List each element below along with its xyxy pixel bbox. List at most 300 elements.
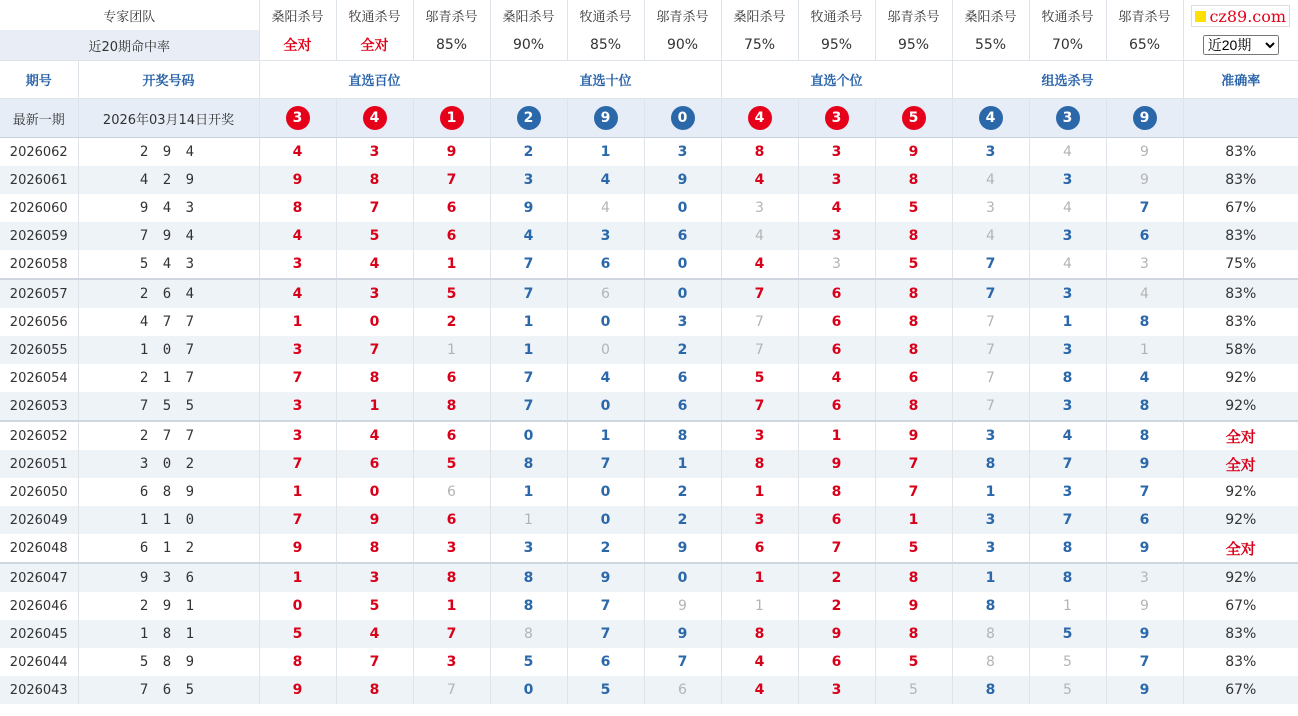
kill-cell: 9 <box>644 592 721 620</box>
site-logo[interactable] <box>1191 5 1290 27</box>
issue-number: 2026048 <box>0 534 78 563</box>
kill-cell: 5 <box>875 648 952 676</box>
kill-cell: 9 <box>875 138 952 167</box>
expert-name: 牧通杀号 <box>336 0 413 30</box>
kill-cell: 8 <box>1029 364 1106 392</box>
draw-number: 9 3 6 <box>78 563 259 592</box>
kill-cell: 7 <box>1106 648 1183 676</box>
kill-cell: 8 <box>875 308 952 336</box>
kill-cell: 3 <box>336 563 413 592</box>
issue-number: 2026050 <box>0 478 78 506</box>
kill-cell: 7 <box>1029 450 1106 478</box>
draw-number: 2 1 7 <box>78 364 259 392</box>
kill-ball: 9 <box>1133 106 1157 130</box>
table-row <box>0 534 1298 563</box>
kill-ball: 0 <box>671 106 695 130</box>
kill-cell: 9 <box>1106 450 1183 478</box>
hit-rate: 65% <box>1106 30 1183 61</box>
kill-cell: 8 <box>336 364 413 392</box>
kill-cell: 1 <box>490 506 567 534</box>
kill-cell: 1 <box>952 563 1029 592</box>
kill-cell: 6 <box>875 364 952 392</box>
kill-cell: 5 <box>336 592 413 620</box>
kill-cell: 9 <box>413 138 490 167</box>
kill-cell: 6 <box>1106 222 1183 250</box>
kill-cell: 7 <box>413 620 490 648</box>
kill-cell: 7 <box>952 336 1029 364</box>
draw-number: 2 6 4 <box>78 279 259 308</box>
kill-cell: 3 <box>721 506 798 534</box>
kill-cell: 6 <box>644 364 721 392</box>
kill-ball: 9 <box>594 106 618 130</box>
kill-cell: 8 <box>875 563 952 592</box>
accuracy-cell: 全对 <box>1183 450 1298 478</box>
draw-number: 1 1 0 <box>78 506 259 534</box>
draw-number: 4 7 7 <box>78 308 259 336</box>
draw-number: 1 8 1 <box>78 620 259 648</box>
kill-cell: 1 <box>413 336 490 364</box>
kill-cell: 8 <box>875 222 952 250</box>
accuracy-cell: 全对 <box>1225 539 1256 558</box>
kill-cell: 5 <box>413 279 490 308</box>
kill-cell: 3 <box>644 308 721 336</box>
kill-ball: 4 <box>363 106 387 130</box>
kill-cell: 3 <box>1029 222 1106 250</box>
kill-cell: 3 <box>952 138 1029 167</box>
kill-cell: 7 <box>952 308 1029 336</box>
kill-cell: 3 <box>413 534 490 563</box>
kill-cell: 7 <box>413 676 490 704</box>
kill-cell: 1 <box>413 250 490 279</box>
kill-cell: 5 <box>1029 620 1106 648</box>
kill-cell: 5 <box>875 676 952 704</box>
kill-cell: 3 <box>952 534 1029 563</box>
kill-cell: 8 <box>259 194 336 222</box>
kill-cell: 3 <box>336 279 413 308</box>
kill-cell: 4 <box>1106 279 1183 308</box>
kill-cell: 2 <box>798 592 875 620</box>
expert-name: 桑阳杀号 <box>721 0 798 30</box>
table-row <box>0 478 1298 506</box>
period-select[interactable] <box>1203 35 1279 55</box>
hit-rate: 75% <box>721 30 798 61</box>
kill-cell: 4 <box>567 194 644 222</box>
kill-cell: 8 <box>1029 563 1106 592</box>
kill-cell: 2 <box>490 138 567 167</box>
period-select-cell <box>1183 30 1298 61</box>
issue-number: 2026054 <box>0 364 78 392</box>
kill-cell: 7 <box>798 534 875 563</box>
kill-cell: 8 <box>875 166 952 194</box>
kill-cell: 5 <box>875 194 952 222</box>
issue-number: 2026051 <box>0 450 78 478</box>
kill-cell: 6 <box>413 194 490 222</box>
group-hundreds-header: 直选百位 <box>259 61 490 99</box>
kill-cell: 5 <box>413 450 490 478</box>
kill-cell: 3 <box>1029 478 1106 506</box>
kill-cell: 5 <box>490 648 567 676</box>
kill-ball: 3 <box>286 106 310 130</box>
accuracy-cell: 83% <box>1183 166 1298 194</box>
kill-cell: 7 <box>952 279 1029 308</box>
kill-cell: 9 <box>1106 620 1183 648</box>
kill-cell: 3 <box>1106 563 1183 592</box>
kill-cell: 3 <box>1029 166 1106 194</box>
kill-cell: 4 <box>798 194 875 222</box>
kill-ball: 3 <box>825 106 849 130</box>
draw-number: 3 0 2 <box>78 450 259 478</box>
kill-cell: 6 <box>413 421 490 450</box>
issue-number: 2026060 <box>0 194 78 222</box>
kill-cell: 6 <box>413 364 490 392</box>
kill-cell: 3 <box>798 676 875 704</box>
kill-cell: 0 <box>567 506 644 534</box>
kill-cell: 6 <box>413 478 490 506</box>
kill-cell: 4 <box>567 166 644 194</box>
kill-cell: 1 <box>875 506 952 534</box>
accuracy-cell: 83% <box>1183 222 1298 250</box>
latest-label: 最新一期 <box>0 99 78 138</box>
kill-cell: 1 <box>1029 592 1106 620</box>
group-tens-header: 直选十位 <box>490 61 721 99</box>
kill-cell: 1 <box>490 308 567 336</box>
draw-number: 7 9 4 <box>78 222 259 250</box>
kill-cell: 3 <box>1106 250 1183 279</box>
issue-number: 2026052 <box>0 421 78 450</box>
kill-cell: 5 <box>1029 648 1106 676</box>
kill-cell: 8 <box>336 166 413 194</box>
accuracy-cell: 75% <box>1225 256 1257 272</box>
kill-cell: 9 <box>1106 676 1183 704</box>
column-header-row <box>0 61 1298 99</box>
issue-number: 2026055 <box>0 336 78 364</box>
expert-name: 牧通杀号 <box>567 0 644 30</box>
kill-cell: 7 <box>259 450 336 478</box>
kill-cell: 6 <box>644 392 721 421</box>
kill-cell: 2 <box>798 563 875 592</box>
kill-cell: 7 <box>952 364 1029 392</box>
kill-cell: 7 <box>721 392 798 421</box>
logo-text: cz89.com <box>1209 6 1287 26</box>
kill-cell: 5 <box>567 676 644 704</box>
kill-cell: 4 <box>721 166 798 194</box>
kill-cell: 8 <box>1106 308 1183 336</box>
kill-cell: 0 <box>490 676 567 704</box>
col-accuracy-header: 准确率 <box>1183 61 1298 99</box>
kill-cell: 8 <box>490 563 567 592</box>
issue-number: 2026043 <box>0 676 78 704</box>
kill-cell: 2 <box>567 534 644 563</box>
kill-cell: 6 <box>567 250 644 279</box>
col-draw-header: 开奖号码 <box>78 61 259 99</box>
hit-rate: 70% <box>1029 30 1106 61</box>
kill-cell: 0 <box>644 194 721 222</box>
kill-cell: 4 <box>1106 364 1183 392</box>
kill-cell: 9 <box>875 421 952 450</box>
table-row <box>0 250 1298 279</box>
logo-square-icon <box>1195 11 1206 22</box>
kill-cell: 3 <box>952 506 1029 534</box>
accuracy-cell: 全对 <box>1183 421 1298 450</box>
kill-cell: 8 <box>413 392 490 421</box>
table-row <box>0 676 1298 704</box>
kill-cell: 8 <box>259 648 336 676</box>
draw-number: 2 7 7 <box>78 421 259 450</box>
group-units-header: 直选个位 <box>721 61 952 99</box>
kill-cell: 2 <box>644 506 721 534</box>
table-row <box>0 194 1298 222</box>
kill-cell: 8 <box>952 620 1029 648</box>
kill-cell: 7 <box>952 250 1029 279</box>
kill-cell: 7 <box>721 336 798 364</box>
kill-cell: 0 <box>567 336 644 364</box>
draw-number: 5 4 3 <box>78 250 259 279</box>
issue-number: 2026053 <box>0 392 78 421</box>
kill-cell: 5 <box>1029 676 1106 704</box>
table-row <box>0 308 1298 336</box>
kill-cell: 4 <box>798 364 875 392</box>
group-combo-header: 组选杀号 <box>952 61 1183 99</box>
kill-ball: 1 <box>440 106 464 130</box>
kill-cell: 9 <box>644 534 721 563</box>
kill-cell: 9 <box>1106 534 1183 563</box>
accuracy-cell: 67% <box>1183 676 1298 704</box>
kill-cell: 4 <box>952 222 1029 250</box>
expert-name: 牧通杀号 <box>1029 0 1106 30</box>
kill-cell: 4 <box>336 620 413 648</box>
kill-cell: 9 <box>259 534 336 563</box>
table-row <box>0 138 1298 167</box>
kill-cell: 3 <box>490 534 567 563</box>
issue-number: 2026049 <box>0 506 78 534</box>
kill-cell: 3 <box>798 222 875 250</box>
kill-cell: 8 <box>875 279 952 308</box>
accuracy-cell: 92% <box>1183 506 1298 534</box>
kill-cell: 2 <box>644 336 721 364</box>
kill-cell: 1 <box>336 392 413 421</box>
kill-cell: 9 <box>336 506 413 534</box>
expert-name: 邬青杀号 <box>413 0 490 30</box>
kill-cell: 4 <box>336 250 413 279</box>
logo-cell <box>1183 0 1298 30</box>
table-row <box>0 563 1298 592</box>
kill-cell: 7 <box>721 279 798 308</box>
draw-number: 4 2 9 <box>78 166 259 194</box>
kill-cell: 4 <box>336 421 413 450</box>
kill-cell: 7 <box>259 506 336 534</box>
kill-cell: 7 <box>1106 478 1183 506</box>
kill-cell: 0 <box>336 478 413 506</box>
kill-cell: 4 <box>1029 194 1106 222</box>
col-issue-header: 期号 <box>0 61 78 99</box>
kill-cell: 8 <box>721 620 798 648</box>
accuracy-cell: 83% <box>1183 620 1298 648</box>
draw-number: 1 0 7 <box>78 336 259 364</box>
kill-cell: 6 <box>413 506 490 534</box>
kill-cell: 7 <box>644 648 721 676</box>
kill-cell: 7 <box>721 308 798 336</box>
kill-cell: 4 <box>567 364 644 392</box>
hit-rate: 全对 <box>336 30 413 61</box>
issue-number: 2026045 <box>0 620 78 648</box>
kill-cell: 7 <box>336 194 413 222</box>
kill-cell: 8 <box>875 336 952 364</box>
kill-cell: 4 <box>490 222 567 250</box>
hit-rate: 85% <box>413 30 490 61</box>
hit-rate: 95% <box>875 30 952 61</box>
kill-cell: 3 <box>798 166 875 194</box>
hit-rate-row <box>0 30 1298 61</box>
draw-number: 5 8 9 <box>78 648 259 676</box>
kill-cell: 3 <box>259 336 336 364</box>
kill-cell: 6 <box>336 450 413 478</box>
kill-cell: 1 <box>490 478 567 506</box>
accuracy-cell: 92% <box>1183 563 1298 592</box>
kill-cell: 1 <box>1029 308 1106 336</box>
kill-cell: 3 <box>336 138 413 167</box>
kill-cell: 9 <box>259 676 336 704</box>
kill-cell: 6 <box>567 279 644 308</box>
kill-cell: 9 <box>567 563 644 592</box>
kill-cell: 6 <box>798 336 875 364</box>
kill-cell: 4 <box>259 279 336 308</box>
kill-ball: 3 <box>1056 106 1080 130</box>
kill-cell: 8 <box>952 648 1029 676</box>
kill-cell: 4 <box>952 166 1029 194</box>
expert-name: 邬青杀号 <box>644 0 721 30</box>
kill-cell: 6 <box>567 648 644 676</box>
kill-cell: 1 <box>490 336 567 364</box>
kill-cell: 2 <box>644 478 721 506</box>
kill-cell: 9 <box>644 620 721 648</box>
kill-cell: 0 <box>259 592 336 620</box>
kill-cell: 1 <box>721 563 798 592</box>
kill-cell: 5 <box>875 534 952 563</box>
table-row <box>0 421 1298 450</box>
kill-cell: 3 <box>259 392 336 421</box>
accuracy-cell: 58% <box>1183 336 1298 364</box>
kill-cell: 3 <box>490 166 567 194</box>
kill-cell: 5 <box>875 250 952 279</box>
kill-cell: 1 <box>567 421 644 450</box>
kill-cell: 6 <box>644 222 721 250</box>
kill-cell: 8 <box>721 450 798 478</box>
accuracy-cell: 83% <box>1225 314 1257 330</box>
kill-cell: 5 <box>336 222 413 250</box>
kill-cell: 7 <box>567 620 644 648</box>
table-row <box>0 222 1298 250</box>
kill-cell: 3 <box>1029 392 1106 421</box>
kill-cell: 8 <box>1029 534 1106 563</box>
kill-cell: 7 <box>336 648 413 676</box>
kill-cell: 3 <box>952 194 1029 222</box>
kill-cell: 3 <box>952 421 1029 450</box>
kill-cell: 8 <box>336 534 413 563</box>
kill-ball: 5 <box>902 106 926 130</box>
kill-cell: 8 <box>952 592 1029 620</box>
kill-cell: 0 <box>336 308 413 336</box>
accuracy-cell: 83% <box>1225 144 1257 160</box>
hit-rate: 95% <box>798 30 875 61</box>
table-row <box>0 336 1298 364</box>
kill-cell: 8 <box>336 676 413 704</box>
kill-cell: 9 <box>1106 138 1183 167</box>
kill-cell: 7 <box>567 450 644 478</box>
kill-cell: 3 <box>259 250 336 279</box>
kill-cell: 1 <box>721 478 798 506</box>
kill-cell: 5 <box>259 620 336 648</box>
kill-cell: 7 <box>875 450 952 478</box>
kill-ball: 4 <box>748 106 772 130</box>
expert-name: 牧通杀号 <box>798 0 875 30</box>
accuracy-cell: 83% <box>1183 279 1298 308</box>
accuracy-cell: 67% <box>1225 598 1257 614</box>
kill-cell: 7 <box>1029 506 1106 534</box>
kill-cell: 0 <box>644 279 721 308</box>
draw-number: 2 9 4 <box>78 138 259 167</box>
kill-cell: 6 <box>798 279 875 308</box>
kill-cell: 0 <box>567 392 644 421</box>
issue-number: 2026057 <box>0 279 78 308</box>
table-row <box>0 450 1298 478</box>
kill-cell: 1 <box>952 478 1029 506</box>
kill-cell: 1 <box>567 138 644 167</box>
kill-cell: 4 <box>721 676 798 704</box>
kill-cell: 9 <box>490 194 567 222</box>
kill-cell: 5 <box>721 364 798 392</box>
kill-cell: 8 <box>798 478 875 506</box>
kill-cell: 1 <box>721 592 798 620</box>
kill-cell: 4 <box>721 250 798 279</box>
kill-cell: 0 <box>644 250 721 279</box>
accuracy-cell: 83% <box>1225 654 1257 670</box>
draw-number: 7 5 5 <box>78 392 259 421</box>
kill-cell: 3 <box>259 421 336 450</box>
kill-cell: 9 <box>798 620 875 648</box>
expert-name: 邬青杀号 <box>1106 0 1183 30</box>
kill-cell: 1 <box>259 308 336 336</box>
issue-number: 2026044 <box>0 648 78 676</box>
kill-cell: 6 <box>1106 506 1183 534</box>
draw-number: 6 1 2 <box>78 534 259 563</box>
table-row <box>0 592 1298 620</box>
issue-number: 2026056 <box>0 308 78 336</box>
kill-cell: 3 <box>567 222 644 250</box>
kill-cell: 9 <box>259 166 336 194</box>
kill-ball: 4 <box>979 106 1003 130</box>
issue-number: 2026059 <box>0 222 78 250</box>
kill-cell: 4 <box>259 222 336 250</box>
latest-issue-row <box>0 99 1298 138</box>
kill-cell: 6 <box>798 648 875 676</box>
draw-number: 2 9 1 <box>78 592 259 620</box>
kill-cell: 7 <box>567 592 644 620</box>
kill-cell: 4 <box>721 648 798 676</box>
kill-cell: 1 <box>413 592 490 620</box>
kill-cell: 8 <box>952 450 1029 478</box>
issue-number: 2026061 <box>0 166 78 194</box>
kill-cell: 9 <box>1106 166 1183 194</box>
table-row <box>0 648 1298 676</box>
kill-cell: 3 <box>798 138 875 167</box>
kill-cell: 0 <box>490 421 567 450</box>
accuracy-cell: 92% <box>1225 484 1257 500</box>
kill-cell: 7 <box>259 364 336 392</box>
kill-cell: 7 <box>336 336 413 364</box>
accuracy-cell: 92% <box>1183 392 1298 421</box>
kill-cell: 8 <box>1106 392 1183 421</box>
kill-cell: 9 <box>1106 592 1183 620</box>
